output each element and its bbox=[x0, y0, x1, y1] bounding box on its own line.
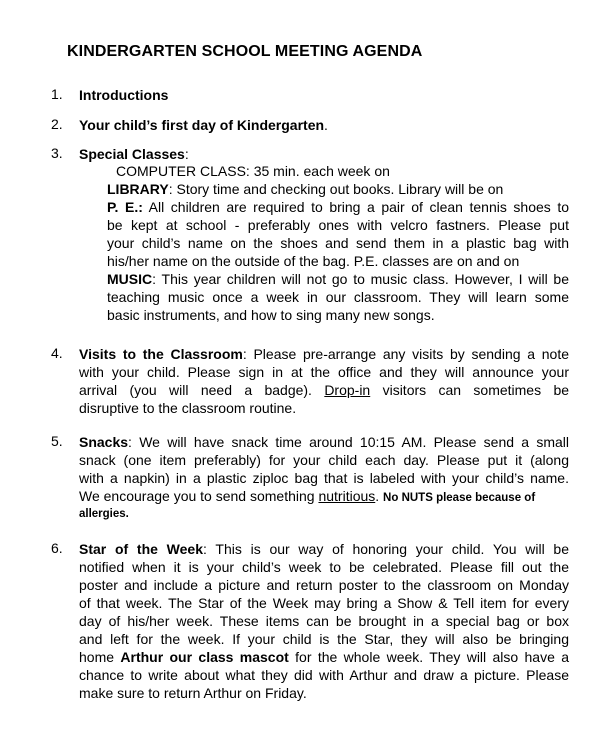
music-line-3: basic instruments, and how to sing many new songs. bbox=[107, 307, 435, 323]
star-line-2: notified when it is your child’s week to be celebrated. Please fill out the bbox=[79, 559, 569, 575]
drop-in-text: Drop-in bbox=[324, 382, 371, 398]
item-heading: Introductions bbox=[79, 87, 169, 103]
item-number: 3. bbox=[51, 145, 63, 161]
item-heading: Visits to the Classroom bbox=[79, 346, 243, 362]
pe-line-2: be kept at school - preferably ones with velcro fastners. Please put bbox=[107, 217, 569, 233]
item-text: Your child’s first day of Kindergarten. bbox=[79, 117, 328, 133]
mascot-text: Arthur our class mascot bbox=[120, 649, 289, 665]
star-line-1: Star of the Week: This is our way of honoring your child. You will be bbox=[79, 541, 569, 557]
visits-line-2: with your child. Please sign in at the office and they will announce your bbox=[79, 364, 569, 380]
item-number: 4. bbox=[51, 345, 63, 361]
item-number: 5. bbox=[51, 433, 63, 449]
item-number: 2. bbox=[51, 116, 63, 132]
item-heading: Star of the Week bbox=[79, 541, 204, 557]
snacks-line-2: snack (one item preferably) for your child each day. Please put it (along bbox=[79, 452, 569, 468]
music-line-1: MUSIC: This year children will not go to music class. However, I will be bbox=[107, 271, 569, 287]
page-title: KINDERGARTEN SCHOOL MEETING AGENDA bbox=[67, 43, 423, 60]
star-line-6: and left for the week. If your child is the Star, they will also be bringing bbox=[79, 631, 569, 647]
music-line-2: teaching music once a week in our classroom. They will learn some bbox=[107, 289, 569, 305]
pe-line-4: his/her name on the outside of the bag. P.E. classes are on and on bbox=[107, 253, 520, 269]
snacks-line-1: Snacks: We will have snack time around 10:15 AM. Please send a small bbox=[79, 434, 569, 450]
star-line-7: home Arthur our class mascot for the whole week. They will also have a bbox=[79, 649, 570, 665]
snacks-line-4: We encourage you to send something nutritious. No NUTS please because of bbox=[79, 488, 536, 504]
item-heading-line: Special Classes: bbox=[79, 146, 189, 162]
star-line-4: of that week. The Star of the Week may bring a Show & Tell item for every bbox=[79, 595, 569, 611]
library-line: LIBRARY: Story time and checking out books. Library will be on bbox=[107, 181, 504, 197]
item-heading: Your child’s first day of Kindergarten bbox=[79, 117, 325, 133]
pe-line-1: P. E.: All children are required to bring a pair of clean tennis shoes to bbox=[107, 199, 570, 215]
snacks-line-5: allergies. bbox=[79, 508, 129, 520]
nuts-warning: No NUTS please because of bbox=[383, 492, 536, 504]
star-line-3: poster and include a picture and return poster to the classroom on Monday bbox=[79, 577, 569, 593]
item-number: 1. bbox=[51, 86, 63, 102]
visits-line-1: Visits to the Classroom: Please pre-arrange any visits by sending a note bbox=[79, 346, 570, 362]
visits-line-3: arrival (you will need a badge). Drop-in visitors can sometimes be bbox=[79, 382, 570, 398]
star-line-5: day of his/her week. These items can be brought in a special bag or box bbox=[79, 613, 569, 629]
snacks-line-3: with a napkin) in a plastic ziploc bag that is labeled with your child’s name. bbox=[79, 470, 569, 486]
nutritious-text: nutritious bbox=[318, 488, 376, 504]
star-line-8: chance to write about what they did with Arthur and draw a picture. Please bbox=[79, 667, 569, 683]
pe-line-3: your child’s name on the shoes and send them in a plastic bag with bbox=[107, 235, 569, 251]
item-heading: Snacks bbox=[79, 434, 129, 450]
star-line-9: make sure to return Arthur on Friday. bbox=[79, 685, 307, 701]
item-heading: Special Classes bbox=[79, 146, 185, 162]
computer-class-line: COMPUTER CLASS: 35 min. each week on bbox=[116, 163, 390, 179]
item-number: 6. bbox=[51, 540, 63, 556]
visits-line-4: disruptive to the classroom routine. bbox=[79, 400, 297, 416]
